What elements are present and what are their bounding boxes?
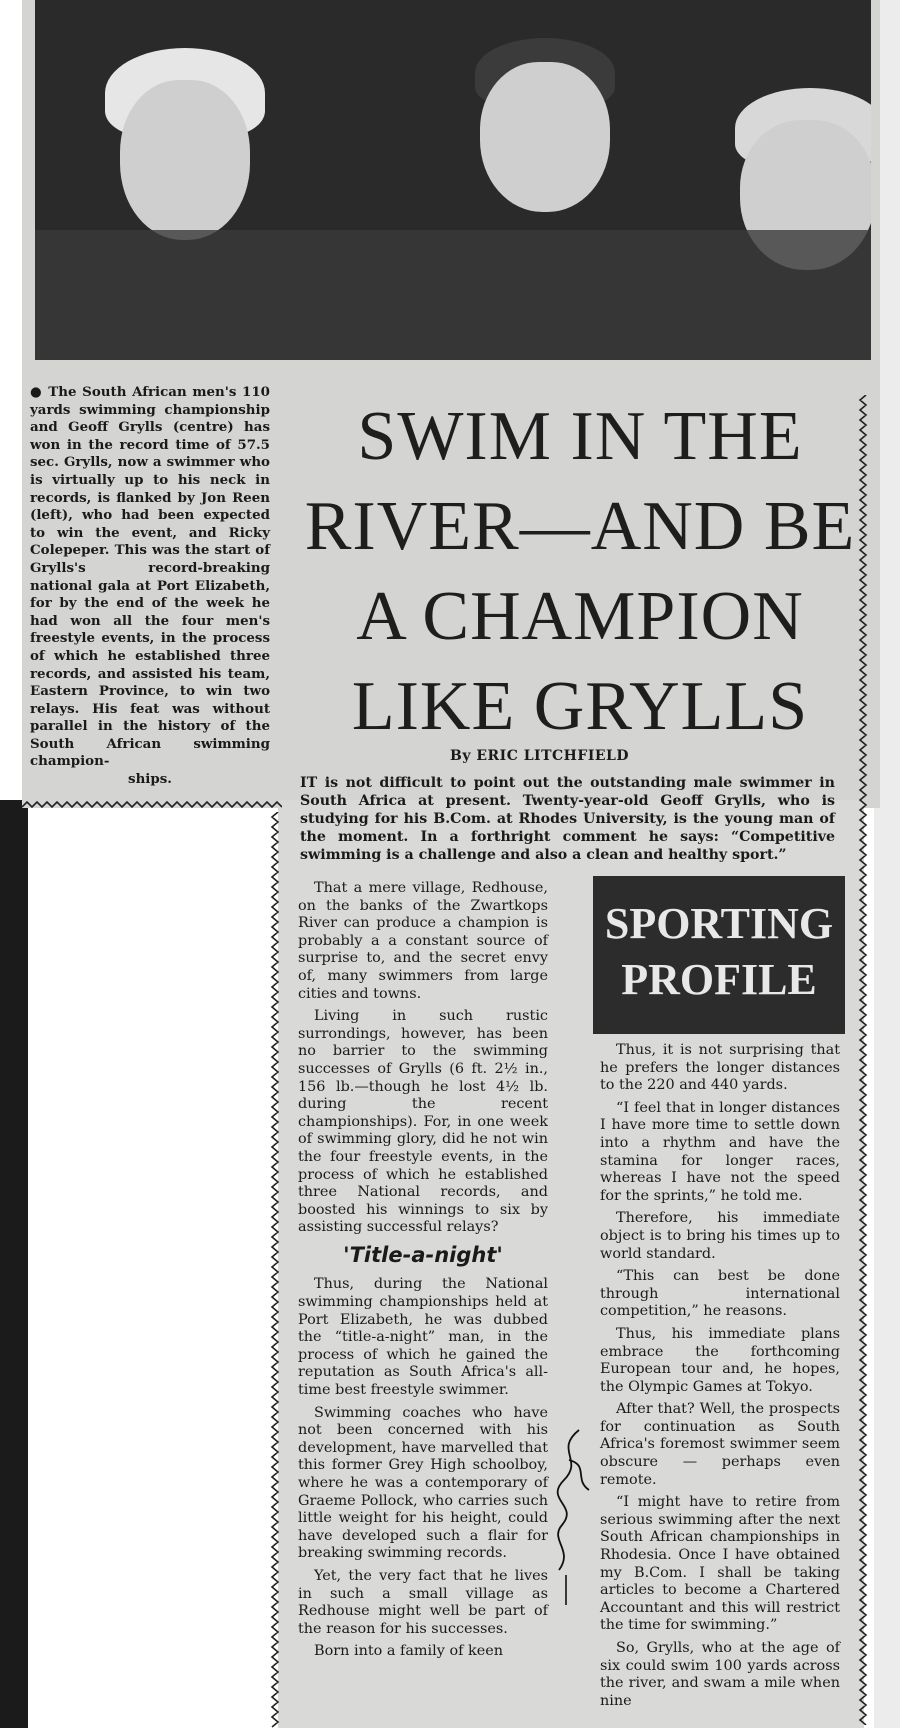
headline-line-2: RIVER—AND BE [304, 488, 856, 565]
paragraph: Therefore, his immediate object is to bring his times up to world standard. [600, 1210, 840, 1262]
photo-caption [30, 384, 270, 789]
headline-line-3: A CHAMPION [356, 578, 804, 655]
paragraph: That a mere village, Redhouse, on the banks of the Zwartkops River can produce a champion is probably a a constant source of surprise to, and the secret envy of, many swimmers from large cities and towns. [298, 880, 548, 1002]
swimmer-centre-face [480, 62, 610, 212]
sporting-profile-box [593, 876, 845, 1034]
subheading: 'Title-a-night' [343, 1242, 503, 1267]
paragraph: “I might have to retire from serious swimming after the next South African championships in Rhodesia. Once I have obtained my B.Com. I shall be taking articles to become a Chartered Accountant and this will restrict the time for swimming.” [600, 1494, 840, 1634]
box-line-1: SPORTING [604, 899, 834, 948]
paragraph: Thus, his immediate plans embrace the forthcoming European tour and, he hopes, the Olympic Games at Tokyo. [600, 1325, 840, 1395]
paragraph: Born into a family of keen [314, 1643, 504, 1660]
caption-last-line: ships. [128, 771, 172, 788]
paragraph: “I feel that in longer distances I have more time to settle down into a rhythm and have the stamina for longer races, whereas I have not the speed for the sprints,” he told me. [600, 1099, 840, 1204]
paragraph: So, Grylls, who at the age of six could swim 100 yards across the river, and swam a mile when nine [600, 1640, 840, 1709]
swimmers-photo [35, 0, 871, 360]
byline: By ERIC LITCHFIELD [450, 748, 630, 764]
handwritten-signature [534, 1420, 604, 1610]
zigzag-border-left [270, 812, 284, 1728]
swimmer-left-face [120, 80, 250, 240]
headline-line-4: LIKE GRYLLS [351, 668, 809, 745]
paragraph: Swimming coaches who have not been concerned with his development, have marvelled that this former Grey High schoolboy, where he was a contemporary of Graeme Pollock, who carries such little weight for his height, could have developed such a flair for breaking swimming records. [298, 1404, 548, 1562]
paragraph: Living in such rustic surrondings, however, has been no barrier to the swimming successes of Grylls (6 ft. 2½ in., 156 lb.—though he lost 4½ lb. during the recent championships). For, in one week of swimming glory, did he not win the four freestyle events, in the process of which he established three National records, and boosted his winnings to six by assisting successful relays? [298, 1008, 548, 1236]
article-column-right [600, 1042, 840, 1715]
article-column-left [298, 880, 548, 1666]
zigzag-border-right [858, 395, 872, 1725]
paragraph: After that? Well, the prospects for continuation as South Africa's foremost swimmer seem obscure — perhaps even remote. [600, 1401, 840, 1488]
water-surface [35, 230, 871, 360]
paragraph: Yet, the very fact that he lives in such a small village as Redhouse might well be part of the reason for his successes. [298, 1567, 548, 1637]
headline-line-1: SWIM IN THE [357, 398, 803, 475]
paragraph: “This can best be done through international competition,” he reasons. [600, 1268, 840, 1320]
paragraph: Thus, during the National swimming championships held at Port Elizabeth, he was dubbed the “title-a-night” man, in the process of which he gained the reputation as South Africa's all-time best freestyle swimmer. [298, 1276, 548, 1399]
box-line-2: PROFILE [621, 955, 817, 1004]
lede-paragraph: IT is not difficult to point out the outstanding male swimmer in South Africa at present. Twenty-year-old Geoff Grylls, who is studying for his B.Com. at Rhodes University, is the young man of the moment. In a forthright comment he says: “Competitive swimming is a challenge and also a clean and healthy sport.” [300, 775, 835, 863]
caption-text: ● The South African men's 110 yards swimming championship and Geoff Grylls (centre) has won in the record time of 57.5 sec. Grylls, now a swimmer who is virtually up to his neck in records, is flanked by Jon Reen (left), who had been expected to win the event, and Ricky Colepeper. This was the start of Grylls's record-breaking national gala at Port Elizabeth, for by the end of the week he had won all the four men's freestyle events, in the process of which he established three records, and assisted his team, Eastern Province, to win two relays. His feat was without parallel in the history of the South African swimming champion- [30, 384, 270, 770]
headline [300, 392, 860, 752]
scan-dark-edge-left [0, 800, 28, 1728]
zigzag-border-top [22, 800, 282, 814]
paragraph: Thus, it is not surprising that he prefers the longer distances to the 220 and 440 yards. [600, 1042, 840, 1094]
